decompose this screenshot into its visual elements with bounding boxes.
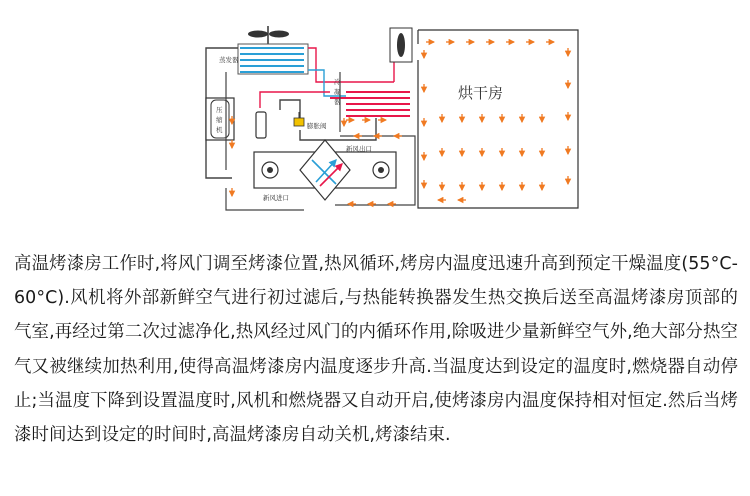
expansion-valve-icon	[294, 112, 304, 126]
room-airflow-arrows	[424, 42, 568, 200]
drying-room-label: 烘干房	[458, 84, 504, 102]
fresh-air-inlet-label: 新风进口	[263, 194, 289, 202]
fresh-air-outlet-label: 新风出口	[346, 145, 372, 153]
evaporator-coil	[238, 44, 308, 74]
evaporator-fan-icon	[248, 26, 289, 44]
liquid-receiver	[256, 112, 266, 138]
condenser-label-1: 冷	[334, 78, 341, 86]
condenser-label-2: 凝	[334, 88, 341, 96]
process-description: 高温烤漆房工作时,将风门调至烤漆位置,热风循环,烤房内温度迅速升高到预定干燥温度(55°C-60°C).风机将外部新鲜空气进行初过滤后,与热能转换器发生热交换后送至高温烤漆房顶部的气室,再经过第二次过滤净化,热风经过风门的内循环作用,除吸进少量新鲜空气外,绝大部分热空气又被继续加热利用,使得高温烤漆房内温度逐步升高.当温度达到设定的温度时,燃烧器自动停止;当温度下降到设置温度时,风机和燃烧器又自动开启,使烤漆房内温度保持相对恒定.然后当烤漆时间达到设定的时间时,高温烤漆房自动关机,烤漆结束.	[14, 254, 738, 446]
expansion-valve-label: 膨胀阀	[307, 122, 327, 130]
drying-room	[390, 28, 578, 208]
evaporator-label: 蒸发器	[219, 56, 239, 64]
compressor-label-2: 缩	[216, 116, 223, 124]
condenser-label-3: 器	[334, 98, 341, 106]
heat-exchanger	[254, 140, 396, 200]
compressor-label-3: 机	[216, 126, 223, 134]
heat-pump-drying-diagram	[0, 0, 750, 240]
compressor-label-1: 压	[216, 106, 223, 114]
